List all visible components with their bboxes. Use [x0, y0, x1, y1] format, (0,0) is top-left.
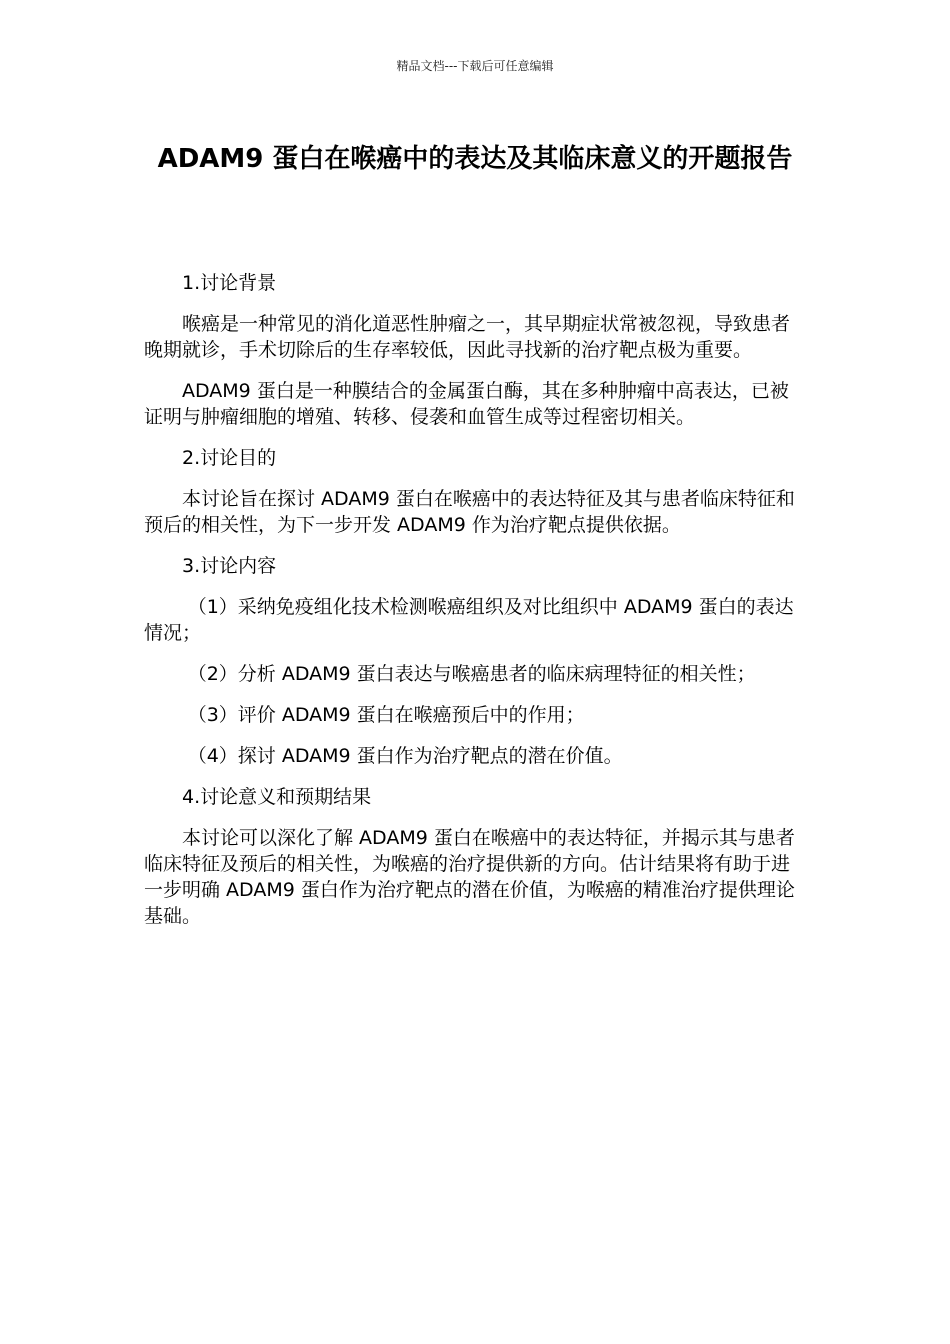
section-heading-background: 1.讨论背景	[182, 272, 277, 294]
paragraph-background-2: ADAM9 蛋白是一种膜结合的金属蛋白酶，其在多种肿瘤中高表达，已被证明与肿瘤细胞的增殖、转移、侵袭和血管生成等过程密切相关。	[144, 380, 789, 428]
paragraph-purpose: 本讨论旨在探讨 ADAM9 蛋白在喉癌中的表达特征及其与患者临床特征和预后的相关性，为下一步开发 ADAM9 作为治疗靶点提供依据。	[144, 488, 795, 536]
section-heading-significance: 4.讨论意义和预期结果	[182, 786, 372, 808]
section-heading-content: 3.讨论内容	[182, 555, 277, 577]
section-heading-purpose: 2.讨论目的	[182, 447, 277, 469]
content-item-2: （2）分析 ADAM9 蛋白表达与喉癌患者的临床病理特征的相关性；	[187, 663, 756, 685]
content-item-1: （1）采纳免疫组化技术检测喉癌组织及对比组织中 ADAM9 蛋白的表达情况；	[144, 596, 794, 644]
paragraph-background-1: 喉癌是一种常见的消化道恶性肿瘤之一，其早期症状常被忽视，导致患者晚期就诊，手术切除后的生存率较低，因此寻找新的治疗靶点极为重要。	[144, 313, 791, 361]
content-item-3: （3）评价 ADAM9 蛋白在喉癌预后中的作用；	[187, 704, 585, 726]
content-item-4: （4）探讨 ADAM9 蛋白作为治疗靶点的潜在价值。	[187, 745, 623, 767]
header-note: 精品文档---下载后可任意编辑	[396, 59, 554, 73]
document-title: ADAM9 蛋白在喉癌中的表达及其临床意义的开题报告	[157, 144, 793, 174]
paragraph-significance: 本讨论可以深化了解 ADAM9 蛋白在喉癌中的表达特征，并揭示其与患者临床特征及预后的相关性，为喉癌的治疗提供新的方向。估计结果将有助于进一步明确 ADAM9 蛋白作为治疗靶点的潜在价值，为喉癌的精准治疗提供理论基础。	[144, 827, 795, 927]
document-body	[144, 270, 806, 944]
